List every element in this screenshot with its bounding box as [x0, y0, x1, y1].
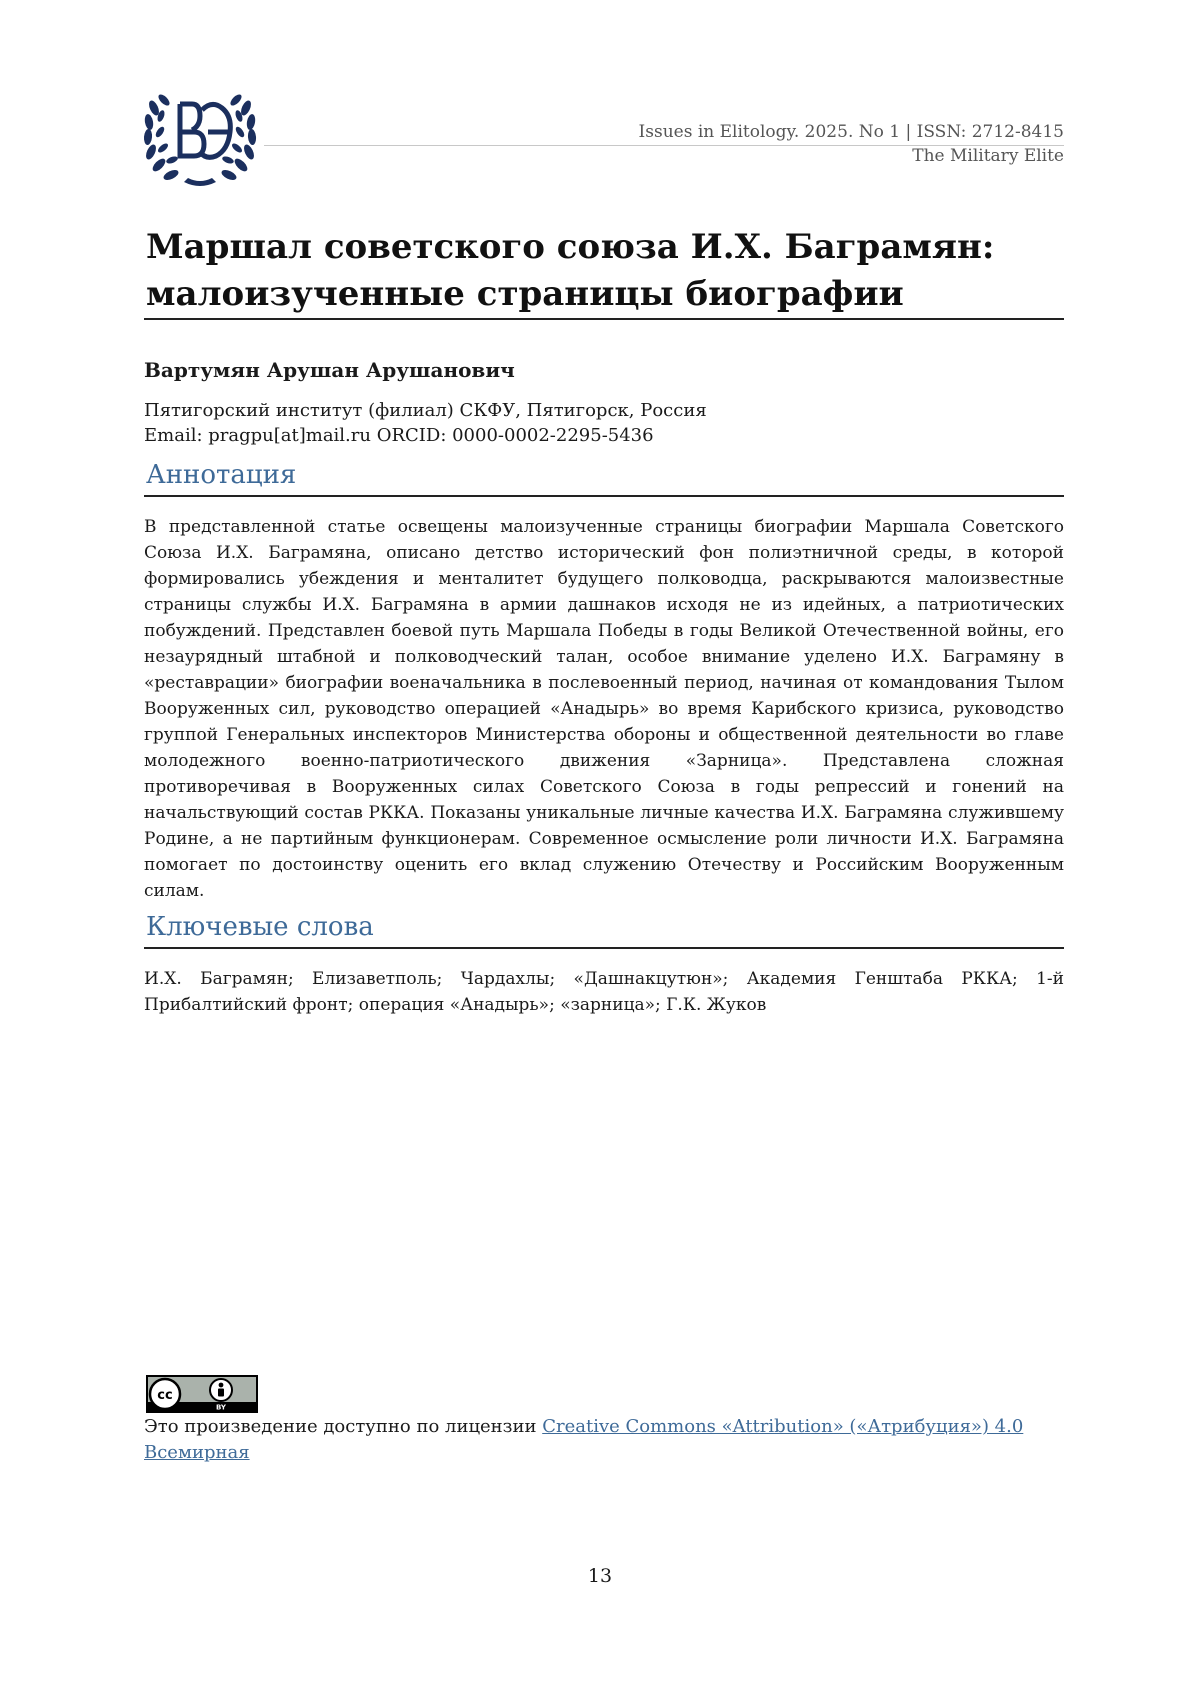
journal-laurel-logo: [140, 80, 260, 192]
article-title: [146, 224, 1064, 318]
keywords-heading: Ключевые слова: [146, 912, 374, 942]
page-number: 13: [587, 1565, 613, 1587]
left-laurel-icon: [143, 93, 180, 182]
svg-text:cc: cc: [157, 1388, 173, 1403]
author-contacts: Email: pragpu[at]mail.ru ORCID: 0000-0002-2295-5436: [144, 425, 654, 446]
title-divider: [144, 318, 1064, 320]
license-link[interactable]: Creative Commons «Attribution» («Атрибуция») 4.0 Всемирная: [144, 1416, 1024, 1463]
license-prefix: Это произведение доступно по лицензии: [144, 1416, 543, 1437]
abstract-text: В представленной статье освещены малоизученные страницы биографии Маршала Советского Союза И.Х. Баграмяна, описано детство исторический фон полиэтничной среды, в которой формировались убеждения и менталитет будущего полководца, раскрываются малоизвестные страницы службы И.Х. Баграмяна в армии дашнаков исходя не из идейных, а патриотических побуждений. Представлен боевой путь Маршала Победы в годы Великой Отечественной войны, его незаурядный штабной и полководческий талан, особое внимание уделено И.Х. Баграмяну в «реставрации» биографии военачальника в послевоенный период, начиная от командования Тылом Вооруженных сил, руководство операцией «Анадырь» во время Карибского кризиса, руководство группой Генеральных инспекторов Министерства обороны и общественной деятельности во главе молодежного военно-патриотического движения «Зарница». Представлена сложная противоречивая в Вооруженных силах Советского Союза в годы репрессий и гонений на начальствующий состав РККА. Показаны уникальные личные качества И.Х. Баграмяна служившему Родине, а не партийным функционерам. Современное осмысление роли личности И.Х. Баграмяна помогает по достоинству оценить его вклад служению Отечеству и Российским Вооруженным силам.: [144, 517, 1064, 901]
article-title-line-2: малоизученные страницы биографии: [146, 274, 904, 314]
author-affiliation-block: [144, 398, 707, 448]
abstract-divider: [144, 495, 1064, 497]
keywords-divider: [144, 947, 1064, 949]
article-title-line-1: Маршал советского союза И.Х. Баграмян:: [146, 227, 995, 267]
cc-by-badge: [146, 1375, 258, 1413]
cc-by-badge-label: BY: [215, 1403, 227, 1412]
license-notice: [144, 1414, 1044, 1466]
author-affiliation: Пятигорский институт (филиал) СКФУ, Пятигорск, Россия: [144, 400, 707, 421]
keywords-text: И.Х. Баграмян; Елизаветполь; Чардахлы; «Дашнакцутюн»; Академия Генштаба РККА; 1-й Прибалтийский фронт; операция «Анадырь»; «зарница»; Г.К. Жуков: [144, 969, 1064, 1015]
author-name: Вартумян Арушан Арушанович: [144, 358, 515, 382]
right-laurel-icon: [220, 93, 257, 182]
journal-section-name: The Military Elite: [912, 146, 1064, 166]
journal-issue-line: Issues in Elitology. 2025. No 1 | ISSN: 2712-8415: [638, 122, 1064, 142]
abstract-heading: Аннотация: [146, 460, 297, 490]
